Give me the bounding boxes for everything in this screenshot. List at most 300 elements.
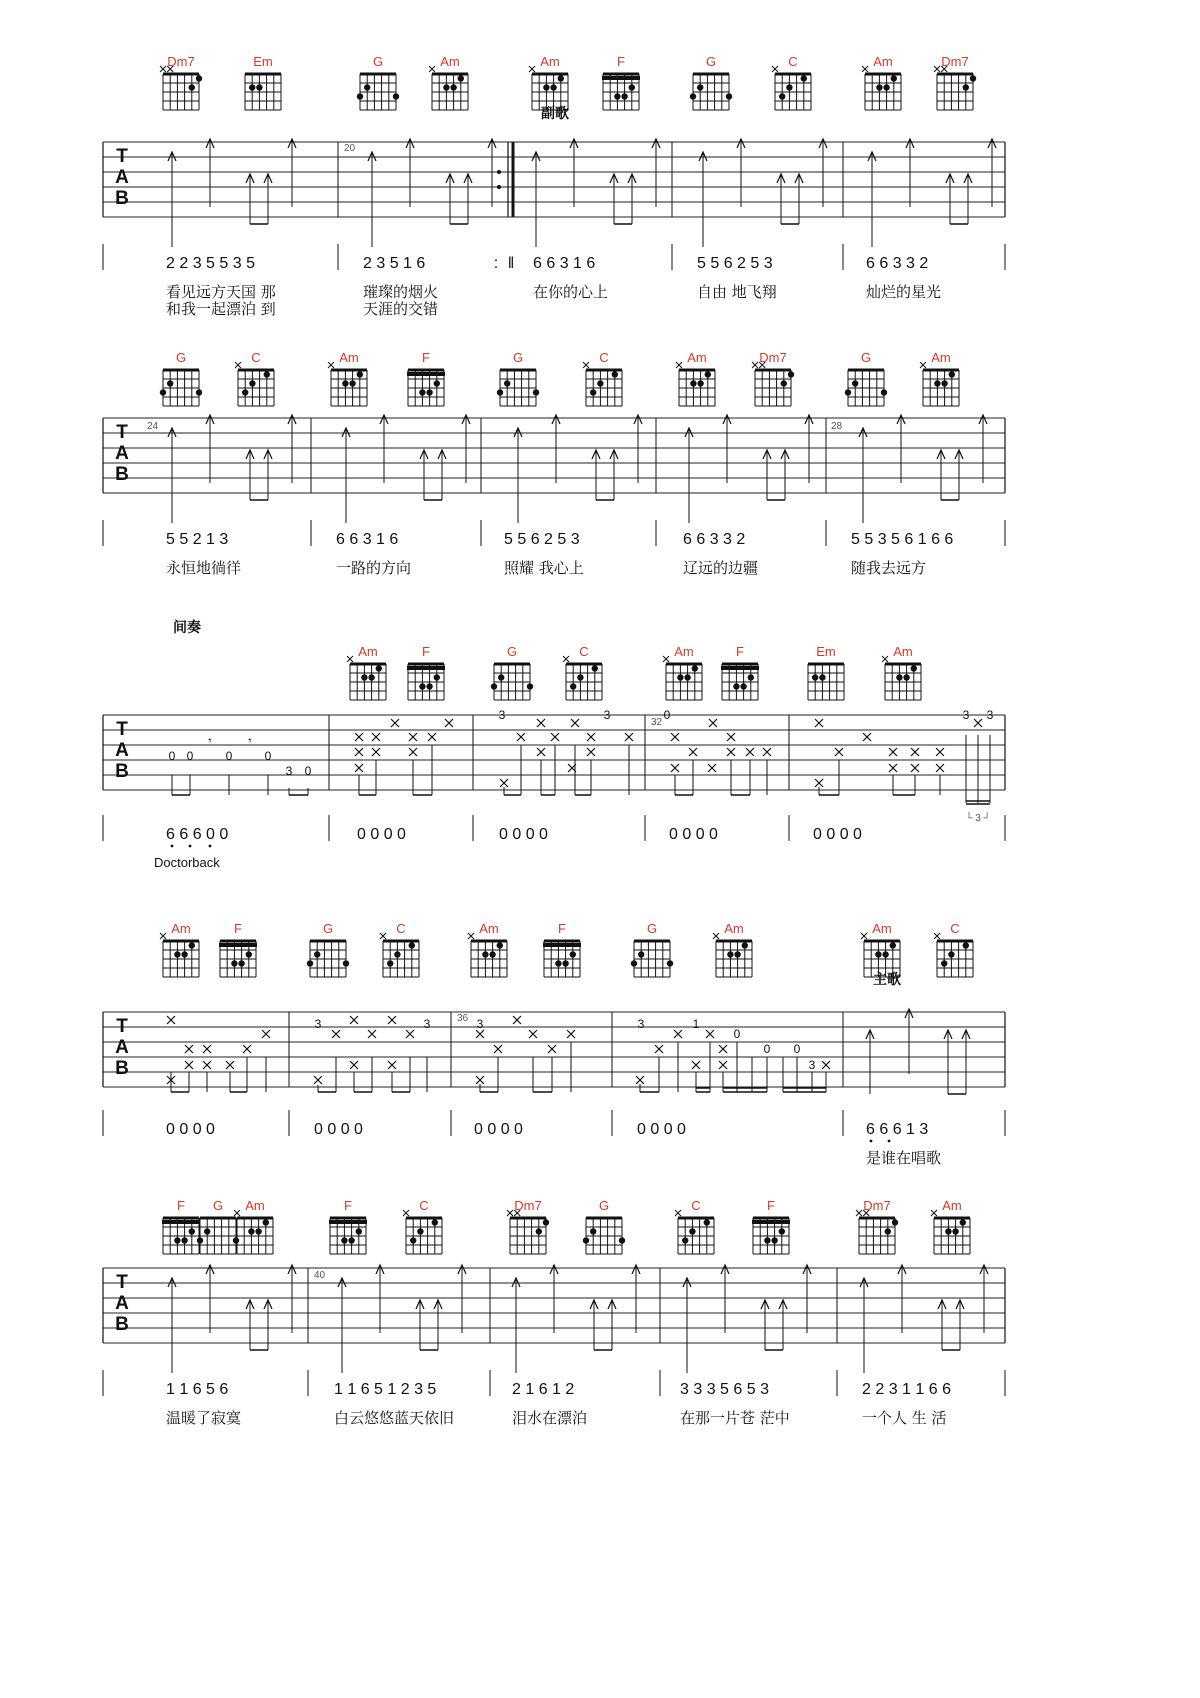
dead-note-x: [889, 764, 897, 772]
chord-name: F: [177, 1198, 185, 1213]
finger-dot: [638, 951, 644, 957]
dead-note-x: [167, 1016, 175, 1024]
finger-dot: [733, 683, 739, 689]
tab-fret-number: 1: [692, 1017, 700, 1031]
chord-name: F: [767, 1198, 775, 1213]
lyric-line: 在那一片苍 茫中: [680, 1409, 790, 1427]
barre: [162, 1220, 200, 1224]
dead-note-x: [674, 1030, 682, 1038]
chord-diagram: [583, 362, 622, 406]
dead-note-x: [835, 748, 843, 756]
lyric-line: Doctorback: [154, 855, 220, 870]
finger-dot: [248, 1228, 254, 1234]
dead-note-x: [388, 1016, 396, 1024]
section-label-verse: 主歌: [873, 972, 901, 988]
chord-diagram: [497, 370, 539, 406]
finger-dot: [689, 1228, 695, 1234]
chord-name: Dm7: [941, 54, 969, 69]
finger-dot: [204, 1228, 210, 1234]
finger-dot: [592, 665, 598, 671]
finger-dot: [368, 674, 374, 680]
finger-dot: [249, 84, 255, 90]
jianpu-notes: 3 3 3 5 6 5 3: [680, 1381, 769, 1398]
chord-name: Am: [339, 350, 359, 365]
dead-note-x: [548, 1045, 556, 1053]
dead-note-x: [332, 1030, 340, 1038]
finger-dot: [361, 674, 367, 680]
finger-dot: [705, 371, 711, 377]
finger-dot: [174, 951, 180, 957]
chord-name: F: [344, 1198, 352, 1213]
dead-note-x: [494, 1045, 502, 1053]
jianpu-notes: 0 0 0 0: [357, 826, 406, 843]
jianpu-notes: 0 0 0 0: [499, 826, 548, 843]
chord-diagram: [845, 370, 887, 406]
tab-clef-letter: A: [115, 167, 129, 188]
finger-dot: [181, 951, 187, 957]
dead-note-x: [911, 764, 919, 772]
finger-dot: [458, 75, 464, 81]
chord-diagram: [160, 66, 202, 110]
finger-dot: [167, 380, 173, 386]
finger-dot: [197, 1237, 203, 1243]
dead-note-x: [517, 733, 525, 741]
dead-note-x: [262, 1030, 270, 1038]
finger-dot: [875, 951, 881, 957]
tab-fret-number: 3: [285, 764, 293, 778]
finger-dot: [690, 93, 696, 99]
dead-note-x: [537, 748, 545, 756]
chord-name: Am: [171, 921, 191, 936]
finger-dot: [570, 951, 576, 957]
barre: [329, 1220, 367, 1224]
finger-dot: [629, 84, 635, 90]
lyric-line: 随我去远方: [851, 559, 927, 577]
dead-note-x: [476, 1076, 484, 1084]
chord-name: Am: [440, 54, 460, 69]
finger-dot: [364, 84, 370, 90]
finger-dot: [536, 1228, 542, 1234]
finger-dot: [550, 84, 556, 90]
tab-fret-number: 0: [168, 749, 176, 763]
finger-dot: [692, 665, 698, 671]
chord-diagram: [245, 74, 281, 110]
jianpu-notes: 5 5 6 2 5 3: [697, 255, 773, 272]
eighth-rest: 𝄾: [248, 733, 252, 748]
finger-dot: [876, 84, 882, 90]
tab-fret-number: 3: [808, 1058, 816, 1072]
chord-diagram: [160, 370, 202, 406]
finger-dot: [543, 84, 549, 90]
eighth-rest: 𝄾: [208, 733, 212, 748]
dead-note-x: [185, 1045, 193, 1053]
section-label-interlude: 间奏: [173, 620, 201, 636]
chord-diagram: [934, 933, 973, 977]
finger-dot: [491, 683, 497, 689]
chord-name: Am: [479, 921, 499, 936]
chord-name: G: [322, 921, 334, 936]
finger-dot: [819, 674, 825, 680]
dead-note-x: [671, 733, 679, 741]
lyric-line: 灿烂的星光: [866, 283, 942, 301]
finger-dot: [497, 389, 503, 395]
tab-clef-letter: T: [116, 422, 128, 443]
jianpu-notes: 6 6 6 0 0: [166, 826, 229, 843]
finger-dot: [684, 674, 690, 680]
low-octave-dot: [870, 1140, 873, 1143]
finger-dot: [263, 1219, 269, 1225]
jianpu-notes: 2 1 6 1 2: [512, 1381, 575, 1398]
low-octave-dot: [888, 1140, 891, 1143]
chord-name: Am: [245, 1198, 265, 1213]
finger-dot: [498, 674, 504, 680]
tab-fret-number: 0: [264, 749, 272, 763]
chord-diagram: [328, 362, 367, 406]
finger-dot: [450, 84, 456, 90]
finger-dot: [189, 84, 195, 90]
finger-dot: [883, 84, 889, 90]
jianpu-notes: 0 0 0 0: [166, 1121, 215, 1138]
chord-name: Dm7: [759, 350, 787, 365]
barre: [219, 943, 257, 947]
chord-diagram: [920, 362, 959, 406]
dead-note-x: [587, 748, 595, 756]
dead-note-x: [226, 1061, 234, 1069]
tab-clef-letter: B: [115, 761, 129, 782]
finger-dot: [748, 674, 754, 680]
finger-dot: [160, 389, 166, 395]
finger-dot: [911, 665, 917, 671]
finger-dot: [890, 942, 896, 948]
tab-fret-number: 0: [733, 1027, 741, 1041]
jianpu-notes: 2 2 3 1 1 6 6: [862, 1381, 951, 1398]
finger-dot: [558, 75, 564, 81]
finger-dot: [174, 1237, 180, 1243]
repeat-dot: [497, 170, 501, 174]
chord-name: Am: [872, 921, 892, 936]
low-octave-dot: [189, 845, 192, 848]
tab-fret-number: 0: [763, 1042, 771, 1056]
lyric-line: 自由 地飞翔: [697, 283, 777, 301]
finger-dot: [727, 951, 733, 957]
finger-dot: [533, 389, 539, 395]
dead-note-x: [185, 1061, 193, 1069]
finger-dot: [434, 674, 440, 680]
tab-fret-number: 0: [304, 764, 312, 778]
chord-diagram: [808, 664, 844, 700]
dead-note-x: [727, 733, 735, 741]
chord-diagram: [631, 941, 673, 977]
dead-note-x: [243, 1045, 251, 1053]
chord-name: Em: [816, 644, 836, 659]
repeat-sign: ‖: [507, 255, 515, 272]
lyric-line: 白云悠悠蓝天依旧: [334, 1409, 455, 1427]
finger-dot: [256, 84, 262, 90]
chord-diagram: [676, 362, 715, 406]
dead-note-x: [445, 719, 453, 727]
dead-note-x: [350, 1016, 358, 1024]
dead-note-x: [567, 1030, 575, 1038]
jianpu-notes: 6 6 6 1 3: [866, 1121, 929, 1138]
barre: [407, 372, 445, 376]
dead-note-x: [355, 748, 363, 756]
chord-diagram: [862, 66, 901, 110]
finger-dot: [181, 1237, 187, 1243]
finger-dot: [667, 960, 673, 966]
chord-name: F: [736, 644, 744, 659]
jianpu-notes: 6 6 3 1 6: [336, 531, 399, 548]
dead-note-x: [692, 1061, 700, 1069]
finger-dot: [314, 951, 320, 957]
dead-note-x: [388, 1061, 396, 1069]
finger-dot: [891, 75, 897, 81]
tab-clef-letter: T: [116, 719, 128, 740]
chord-diagram: [882, 656, 921, 700]
finger-dot: [196, 75, 202, 81]
chord-diagram: [563, 656, 602, 700]
dead-note-x: [636, 1076, 644, 1084]
tab-fret-number: 3: [314, 1017, 322, 1031]
chord-diagram: [602, 74, 640, 110]
tuplet-bracket: └ 3 ┘: [965, 813, 991, 824]
chord-name: Am: [358, 644, 378, 659]
chord-diagram: [721, 664, 759, 700]
finger-dot: [963, 942, 969, 948]
lyric-line: 璀璨的烟火: [363, 283, 439, 301]
chord-name: C: [788, 54, 798, 69]
finger-dot: [497, 942, 503, 948]
repeat-dot: [497, 185, 501, 189]
dead-note-x: [936, 748, 944, 756]
tab-fret-number: 3: [423, 1017, 431, 1031]
jianpu-notes: 6 6 3 3 2: [683, 531, 746, 548]
finger-dot: [570, 683, 576, 689]
jianpu-notes: 5 5 3 5 6 1 6 6: [851, 531, 954, 548]
finger-dot: [432, 1219, 438, 1225]
chord-name: G: [175, 350, 187, 365]
chord-name: C: [691, 1198, 701, 1213]
dead-note-x: [372, 733, 380, 741]
chord-diagram: [429, 66, 468, 110]
dead-note-x: [406, 1030, 414, 1038]
measure-number: 24: [147, 421, 159, 432]
low-octave-dot: [209, 845, 212, 848]
finger-dot: [614, 93, 620, 99]
finger-dot: [434, 380, 440, 386]
jianpu-notes: 2 3 5 1 6: [363, 255, 426, 272]
finger-dot: [960, 1219, 966, 1225]
chord-diagram: [357, 74, 399, 110]
chord-name: C: [419, 1198, 429, 1213]
barre: [602, 76, 640, 80]
jianpu-notes: 2 2 3 5 5 3 5: [166, 255, 255, 272]
dead-note-x: [763, 748, 771, 756]
chord-diagram: [491, 664, 533, 700]
barre: [752, 1220, 790, 1224]
finger-dot: [255, 1228, 261, 1234]
finger-dot: [621, 93, 627, 99]
chord-diagram: [663, 656, 702, 700]
chord-name: G: [598, 1198, 610, 1213]
dead-note-x: [355, 733, 363, 741]
finger-dot: [394, 951, 400, 957]
chord-diagram: [234, 1210, 273, 1254]
dead-note-x: [368, 1030, 376, 1038]
chord-name: Am: [893, 644, 913, 659]
chord-name: G: [212, 1198, 224, 1213]
finger-dot: [786, 84, 792, 90]
lyric-line: 一路的方向: [336, 559, 412, 577]
finger-dot: [342, 380, 348, 386]
finger-dot: [343, 960, 349, 966]
chord-diagram: [934, 66, 976, 110]
jianpu-notes: 1 1 6 5 6: [166, 1381, 229, 1398]
finger-dot: [357, 93, 363, 99]
finger-dot: [677, 674, 683, 680]
chord-name: G: [705, 54, 717, 69]
tab-clef-letter: A: [115, 740, 129, 761]
tab-clef-letter: B: [115, 464, 129, 485]
dead-note-x: [706, 1030, 714, 1038]
chord-name: G: [372, 54, 384, 69]
dead-note-x: [314, 1076, 322, 1084]
finger-dot: [410, 1237, 416, 1243]
finger-dot: [419, 389, 425, 395]
finger-dot: [734, 951, 740, 957]
finger-dot: [771, 1237, 777, 1243]
dead-note-x: [815, 719, 823, 727]
finger-dot: [246, 951, 252, 957]
chord-diagram: [329, 1218, 367, 1254]
finger-dot: [590, 1228, 596, 1234]
lyric-line: 看见远方天国 那: [166, 283, 276, 301]
finger-dot: [417, 1228, 423, 1234]
lyric-line: 泪水在漂泊: [512, 1409, 588, 1427]
chord-name: C: [251, 350, 261, 365]
finger-dot: [489, 951, 495, 957]
chord-name: G: [506, 644, 518, 659]
chord-name: Dm7: [167, 54, 195, 69]
finger-dot: [249, 380, 255, 386]
tab-staff: [103, 418, 1005, 493]
chord-diagram: [197, 1218, 239, 1254]
chord-diagram: [861, 933, 900, 977]
chord-diagram: [468, 933, 507, 977]
finger-dot: [812, 674, 818, 680]
dead-note-x: [500, 779, 508, 787]
chord-name: Am: [942, 1198, 962, 1213]
chord-name: G: [860, 350, 872, 365]
finger-dot: [543, 1219, 549, 1225]
tab-fret-number: 3: [498, 708, 506, 722]
finger-dot: [726, 93, 732, 99]
finger-dot: [387, 960, 393, 966]
barre: [543, 943, 581, 947]
finger-dot: [704, 1219, 710, 1225]
jianpu-notes: 0 0 0 0: [637, 1121, 686, 1138]
finger-dot: [242, 389, 248, 395]
finger-dot: [393, 93, 399, 99]
chord-diagram: [403, 1210, 442, 1254]
finger-dot: [577, 674, 583, 680]
chord-name: Am: [724, 921, 744, 936]
chord-name: Am: [931, 350, 951, 365]
dead-note-x: [355, 764, 363, 772]
chord-name: F: [422, 644, 430, 659]
finger-dot: [781, 380, 787, 386]
tab-fret-number: 3: [986, 708, 994, 722]
tab-clef-letter: T: [116, 1272, 128, 1293]
chord-name: F: [422, 350, 430, 365]
dead-note-x: [863, 733, 871, 741]
chord-diagram: [752, 1218, 790, 1254]
chord-diagram: [543, 941, 581, 977]
chord-diagram: [407, 664, 445, 700]
finger-dot: [307, 960, 313, 966]
tab-fret-number: 0: [663, 708, 671, 722]
dead-note-x: [571, 719, 579, 727]
jianpu-notes: 0 0 0 0: [314, 1121, 363, 1138]
jianpu-notes: 5 5 6 2 5 3: [504, 531, 580, 548]
chord-diagram: [713, 933, 752, 977]
dead-note-x: [476, 1030, 484, 1038]
finger-dot: [356, 1228, 362, 1234]
lyric-line: 照耀 我心上: [504, 559, 584, 577]
section-label-chorus: 副歌: [541, 106, 569, 122]
dead-note-x: [671, 764, 679, 772]
tab-fret-number: 0: [186, 749, 194, 763]
finger-dot: [419, 683, 425, 689]
tab-clef-letter: B: [115, 1058, 129, 1079]
dead-note-x: [719, 1045, 727, 1053]
finger-dot: [764, 1237, 770, 1243]
dead-note-x: [428, 733, 436, 741]
measure-number: 32: [651, 717, 663, 728]
finger-dot: [952, 1228, 958, 1234]
tab-fret-number: 3: [637, 1017, 645, 1031]
finger-dot: [619, 1237, 625, 1243]
dead-note-x: [587, 733, 595, 741]
dead-note-x: [391, 719, 399, 727]
lyric-line: 永恒地徜徉: [166, 559, 242, 577]
chord-name: G: [512, 350, 524, 365]
chord-name: F: [234, 921, 242, 936]
finger-dot: [409, 942, 415, 948]
jianpu-notes: 0 0 0 0: [669, 826, 718, 843]
finger-dot: [941, 960, 947, 966]
finger-dot: [562, 960, 568, 966]
chord-diagram: [162, 1218, 200, 1254]
chord-name: C: [950, 921, 960, 936]
lyric-line: 辽远的边疆: [683, 559, 759, 577]
chord-name: Am: [674, 644, 694, 659]
measure-number: 20: [344, 143, 356, 154]
finger-dot: [443, 84, 449, 90]
finger-dot: [341, 1237, 347, 1243]
tab-fret-number: 0: [225, 749, 233, 763]
finger-dot: [788, 371, 794, 377]
dead-note-x: [719, 1061, 727, 1069]
chord-diagram: [219, 941, 257, 977]
chord-name: C: [579, 644, 589, 659]
finger-dot: [426, 683, 432, 689]
lyric-line: 一个人 生 活: [862, 1409, 947, 1427]
tab-clef-letter: A: [115, 1037, 129, 1058]
finger-dot: [882, 951, 888, 957]
finger-dot: [852, 380, 858, 386]
finger-dot: [697, 84, 703, 90]
tab-clef-letter: A: [115, 1293, 129, 1314]
